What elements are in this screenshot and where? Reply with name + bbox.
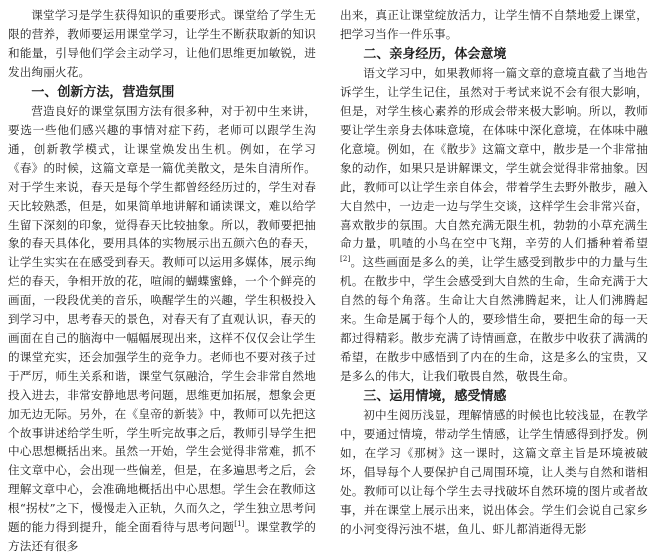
left-column [8,6,316,556]
reference-1[interactable]: [1] [234,520,245,529]
section1-paragraph [8,102,316,556]
section3-paragraph: 初中生阅历浅显，理解情感的时候也比较浅显，在教学中，要通过情境，带动学生情感，让学生情感得到抒发。例如，在学习《那树》这一课时，这篇文章主旨是环境被破坏，倡导每个人要保护自己周围环境，让人类与自然和谐相处。教师可以让每个学生去寻找破坏自然环境的图片或者故事，并在课堂上展示出来，说出体会。学生们会说自己家乡的小河变得污浊不堪，鱼儿、虾儿都消逝得无影 [340,408,648,536]
section2-paragraph [340,64,648,385]
right-column [340,6,648,539]
section2-body-a: 语文学习中，如果教师将一篇文章的意境直截了当地告诉学生，让学生记住，虽然对于考试来说不会有很大影响，但是，对学生核心素养的形成会带来极大影响。所以，教师要让学生亲身去体味意境，在体味中深化意境，在体味中融化意境。例如，在《散步》这篇文章中，散步是一个非常抽象的动作，如果只是讲解课文，学生就会觉得非常抽象。因此，教师可以让学生亲自体会，带着学生去野外散步，融入大自然中，一边走一边与学生交谈，这样学生会非常兴奋，喜欢散步的氛围。大自然充满无限生机，勃勃的小草充满生命力量，叽喳的小鸟在空中飞翔，辛劳的人们播种着希望 [340,66,648,251]
section1-tail: 。课堂教学的方法还有很多 [8,520,316,553]
section1-body: 营造良好的课堂氛围方法有很多种，对于初中生来讲，要选一些他们感兴趣的事情对症下药，老师可以跟学生沟通，创新教学模式，让课堂焕发出生机。例如，在学习《春》的时候，这篇文章是一篇优美散文，是朱自清所作。对于学生来说，春天是每个学生都曾经经历过的，学生对春天比较熟悉，但是，如果简单地讲解和诵读课文，难以给学生留下深刻的印象，觉得春天比较抽象。所以，教师要把抽象的春天具体化，要用具体的实物展示出五颜六色的春天，让学生实实在在感受到春天。教师可以运用多媒体，展示绚烂的春天，争相开放的花，喧闹的蝴蝶蜜蜂，一个个鲜亮的画面，一段段优美的音乐，唤醒学生的兴趣，学生积极投入到学习中，思考春天的景色，对春天有了直观认识，春天的画面在自己的脑海中一幅幅展现出来，这样不仅仅会让学生的课堂充实，还会加强学生的竞争力。老师也不要对孩子过于严厉，师生关系和谐，课堂气氛融洽，学生会非常自然地投入进去，非常安静地思考问题，思维更加拓展，想象会更加无边无际。另外，在《皇帝的新装》中，教师可以先把这个故事讲述给学生听，学生听完故事之后，教师引导学生把中心思想概括出来。虽然一开始，学生会觉得非常难，抓不住文章中心，会出现一些偏差，但是，在多遍思考之后，会理解文章中心，会准确地概括出中心思想。学生会在教师这根“拐杖”之下，慢慢走入正轨，久而久之，学生独立思考问题的能力得到提升，能全面看待与思考问题 [8,104,316,535]
continuation-paragraph: 出来，真正让课堂绽放活力，让学生情不自禁地爱上课堂，把学习当作一件乐事。 [340,8,648,41]
intro-paragraph: 课堂学习是学生获得知识的重要形式。课堂给了学生无限的营养，教师要运用课堂学习，让学生不断获取新的知识和能量，引导他们学会主动学习，让他们思维更加敏锐，进发出绚丽火花。 [8,8,316,79]
section3-heading: 三、运用情境，感受情感 [363,388,507,404]
section2-body-b: 。这些画面是多么的美，让学生感受到散步中的力量与生机。在散步中，学生会感受到大自然的生命，生命充满于大自然的每个角落。生命让大自然沸腾起来，让人们沸腾起来。生命是属于每个人的，要珍惜生命，要把生命的每一天都过得精彩。散步充满了诗情画意，在散步中收获了满满的希望，在散步中感悟到了内在的生命，这是多么的宝贵，又是多么的伟大，让我们敬畏自然，敬畏生命。 [340,255,648,383]
reference-2[interactable]: [2] [340,255,351,264]
section1-heading: 一、创新方法，营造氛围 [31,84,175,100]
section2-heading: 二、亲身经历，体会意境 [363,46,507,62]
